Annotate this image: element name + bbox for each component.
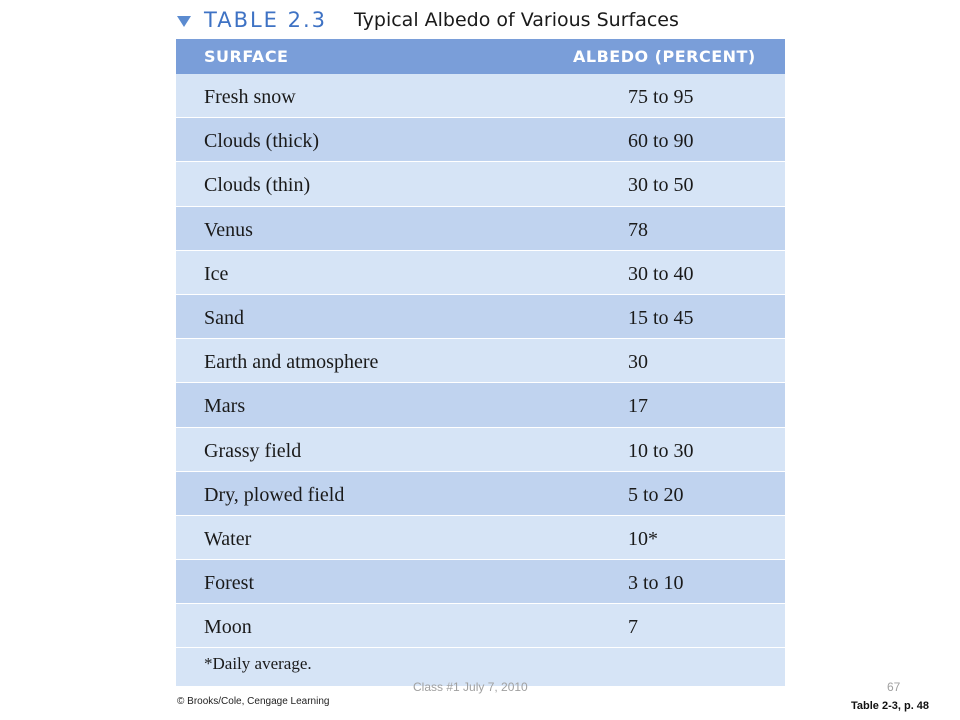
albedo-cell: 60 to 90 (628, 130, 694, 153)
table-row (176, 207, 785, 251)
table-row (176, 295, 785, 339)
header-surface: SURFACE (204, 47, 289, 66)
albedo-cell: 3 to 10 (628, 572, 684, 595)
surface-cell: Clouds (thin) (204, 174, 311, 197)
table-row (176, 74, 785, 118)
triangle-down-icon (177, 16, 191, 27)
albedo-table (176, 39, 785, 686)
albedo-cell: 10* (628, 527, 658, 550)
surface-cell: Fresh snow (204, 86, 296, 108)
surface-cell: Clouds (thick) (204, 130, 319, 153)
table-row (176, 383, 785, 427)
header-albedo: ALBEDO (PERCENT) (573, 47, 756, 66)
surface-cell: Mars (204, 395, 246, 418)
table-row (176, 516, 785, 560)
table-reference: Table 2-3, p. 48 (851, 700, 930, 712)
surface-cell: Dry, plowed field (204, 483, 345, 506)
table-row (176, 472, 785, 516)
albedo-cell: 7 (628, 616, 638, 639)
copyright-notice: © Brooks/Cole, Cengage Learning (177, 696, 330, 707)
surface-cell: Sand (204, 306, 244, 329)
table-row (176, 118, 785, 162)
albedo-cell: 5 to 20 (628, 483, 684, 506)
surface-cell: Venus (204, 218, 253, 241)
table-row (176, 428, 785, 472)
table-number: TABLE 2.3 (204, 8, 328, 32)
surface-cell: Ice (204, 262, 229, 285)
albedo-cell: 30 to 50 (628, 174, 694, 197)
slide-page-number: 67 (887, 680, 901, 694)
surface-cell: Moon (204, 616, 252, 639)
surface-cell: Water (204, 527, 252, 550)
footnote-text: *Daily average. (204, 654, 312, 674)
table-row (176, 560, 785, 604)
slide-footer: Class #1 July 7, 2010 (413, 680, 528, 694)
albedo-cell: 75 to 95 (628, 86, 694, 108)
albedo-cell: 15 to 45 (628, 306, 694, 329)
albedo-cell: 78 (628, 218, 648, 241)
surface-cell: Grassy field (204, 439, 302, 462)
albedo-cell: 30 to 40 (628, 262, 694, 285)
table-body (176, 74, 785, 648)
albedo-cell: 30 (628, 351, 648, 374)
table-title (177, 8, 797, 36)
table-row (176, 339, 785, 383)
surface-cell: Forest (204, 572, 254, 595)
table-row (176, 251, 785, 295)
table-caption: Typical Albedo of Various Surfaces (354, 9, 679, 31)
table-header (176, 39, 785, 74)
albedo-cell: 10 to 30 (628, 439, 694, 462)
table-row (176, 604, 785, 648)
surface-cell: Earth and atmosphere (204, 351, 379, 374)
table-row (176, 162, 785, 206)
albedo-cell: 17 (628, 395, 648, 418)
